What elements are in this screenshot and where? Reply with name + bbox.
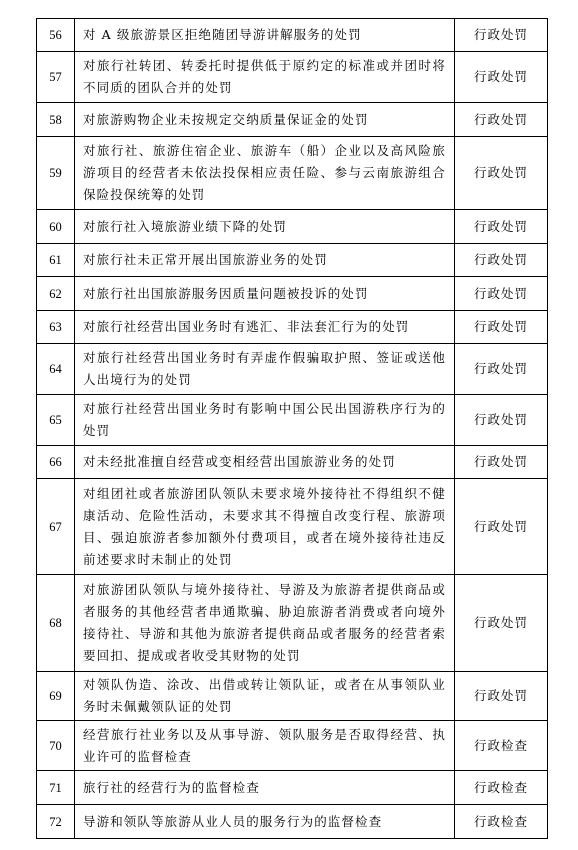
authority-type: 行政处罚 [455, 52, 548, 103]
authority-type: 行政处罚 [455, 244, 548, 277]
item-name: 对领队伪造、涂改、出借或转让领队证，或者在从事领队业务时未佩戴领队证的处罚 [75, 672, 455, 721]
authority-list-table [36, 18, 548, 839]
authority-type: 行政处罚 [455, 395, 548, 446]
table-row [37, 672, 548, 721]
table-row [37, 771, 548, 805]
item-name: 对旅游购物企业未按规定交纳质量保证金的处罚 [75, 103, 455, 137]
row-number: 56 [37, 19, 75, 52]
item-name: 对旅行社经营出国业务时有影响中国公民出国游秩序行为的处罚 [75, 395, 455, 446]
item-name: 对旅行社经营出国业务时有弄虚作假骗取护照、签证或送他人出境行为的处罚 [75, 344, 455, 395]
table-row [37, 721, 548, 771]
authority-type: 行政处罚 [455, 210, 548, 244]
table-row [37, 210, 548, 244]
authority-type: 行政检查 [455, 805, 548, 839]
item-name: 经营旅行社业务以及从事导游、领队服务是否取得经营、执业许可的监督检查 [75, 721, 455, 771]
authority-type: 行政处罚 [455, 137, 548, 210]
item-name: 对旅游团队领队与境外接待社、导游及为旅游者提供商品或者服务的其他经营者串通欺骗、胁迫旅游者消费或者向境外接待社、导游和其他为旅游者提供商品或者服务的经营者索要回扣、提成或者收受其财物的处罚 [75, 575, 455, 672]
table-row [37, 19, 548, 52]
row-number: 64 [37, 344, 75, 395]
table-row [37, 277, 548, 311]
authority-type: 行政处罚 [455, 103, 548, 137]
table-row [37, 244, 548, 277]
authority-type: 行政处罚 [455, 672, 548, 721]
row-number: 67 [37, 479, 75, 575]
item-name: 旅行社的经营行为的监督检查 [75, 771, 455, 805]
table-body [37, 19, 548, 839]
row-number: 57 [37, 52, 75, 103]
row-number: 71 [37, 771, 75, 805]
row-number: 66 [37, 446, 75, 479]
authority-type: 行政处罚 [455, 19, 548, 52]
table-row [37, 805, 548, 839]
table-row [37, 311, 548, 344]
row-number: 59 [37, 137, 75, 210]
authority-type: 行政处罚 [455, 575, 548, 672]
row-number: 62 [37, 277, 75, 311]
authority-type: 行政检查 [455, 721, 548, 771]
row-number: 70 [37, 721, 75, 771]
item-name: 对组团社或者旅游团队领队未要求境外接待社不得组织不健康活动、危险性活动，未要求其不得擅自改变行程、旅游项目、强迫旅游者参加额外付费项目，或者在境外接待社违反前述要求时未制止的处罚 [75, 479, 455, 575]
item-name: 对未经批准擅自经营或变相经营出国旅游业务的处罚 [75, 446, 455, 479]
row-number: 72 [37, 805, 75, 839]
table-row [37, 137, 548, 210]
item-name: 导游和领队等旅游从业人员的服务行为的监督检查 [75, 805, 455, 839]
table-row [37, 395, 548, 446]
authority-type: 行政处罚 [455, 311, 548, 344]
table-row [37, 103, 548, 137]
authority-type: 行政处罚 [455, 479, 548, 575]
row-number: 69 [37, 672, 75, 721]
item-name: 对旅行社经营出国业务时有逃汇、非法套汇行为的处罚 [75, 311, 455, 344]
item-name: 对旅行社、旅游住宿企业、旅游车（船）企业以及高风险旅游项目的经营者未依法投保相应责任险、参与云南旅游组合保险投保统筹的处罚 [75, 137, 455, 210]
row-number: 63 [37, 311, 75, 344]
row-number: 61 [37, 244, 75, 277]
item-name: 对旅行社入境旅游业绩下降的处罚 [75, 210, 455, 244]
row-number: 58 [37, 103, 75, 137]
authority-type: 行政处罚 [455, 344, 548, 395]
row-number: 60 [37, 210, 75, 244]
table-row [37, 479, 548, 575]
authority-type: 行政检查 [455, 771, 548, 805]
row-number: 68 [37, 575, 75, 672]
table-row [37, 344, 548, 395]
table-row [37, 52, 548, 103]
authority-type: 行政处罚 [455, 277, 548, 311]
item-name: 对 A 级旅游景区拒绝随团导游讲解服务的处罚 [75, 19, 455, 52]
authority-type: 行政处罚 [455, 446, 548, 479]
table-row [37, 446, 548, 479]
item-name: 对旅行社出国旅游服务因质量问题被投诉的处罚 [75, 277, 455, 311]
item-name: 对旅行社未正常开展出国旅游业务的处罚 [75, 244, 455, 277]
item-name: 对旅行社转团、转委托时提供低于原约定的标准或并团时将不同质的团队合并的处罚 [75, 52, 455, 103]
row-number: 65 [37, 395, 75, 446]
table-row [37, 575, 548, 672]
